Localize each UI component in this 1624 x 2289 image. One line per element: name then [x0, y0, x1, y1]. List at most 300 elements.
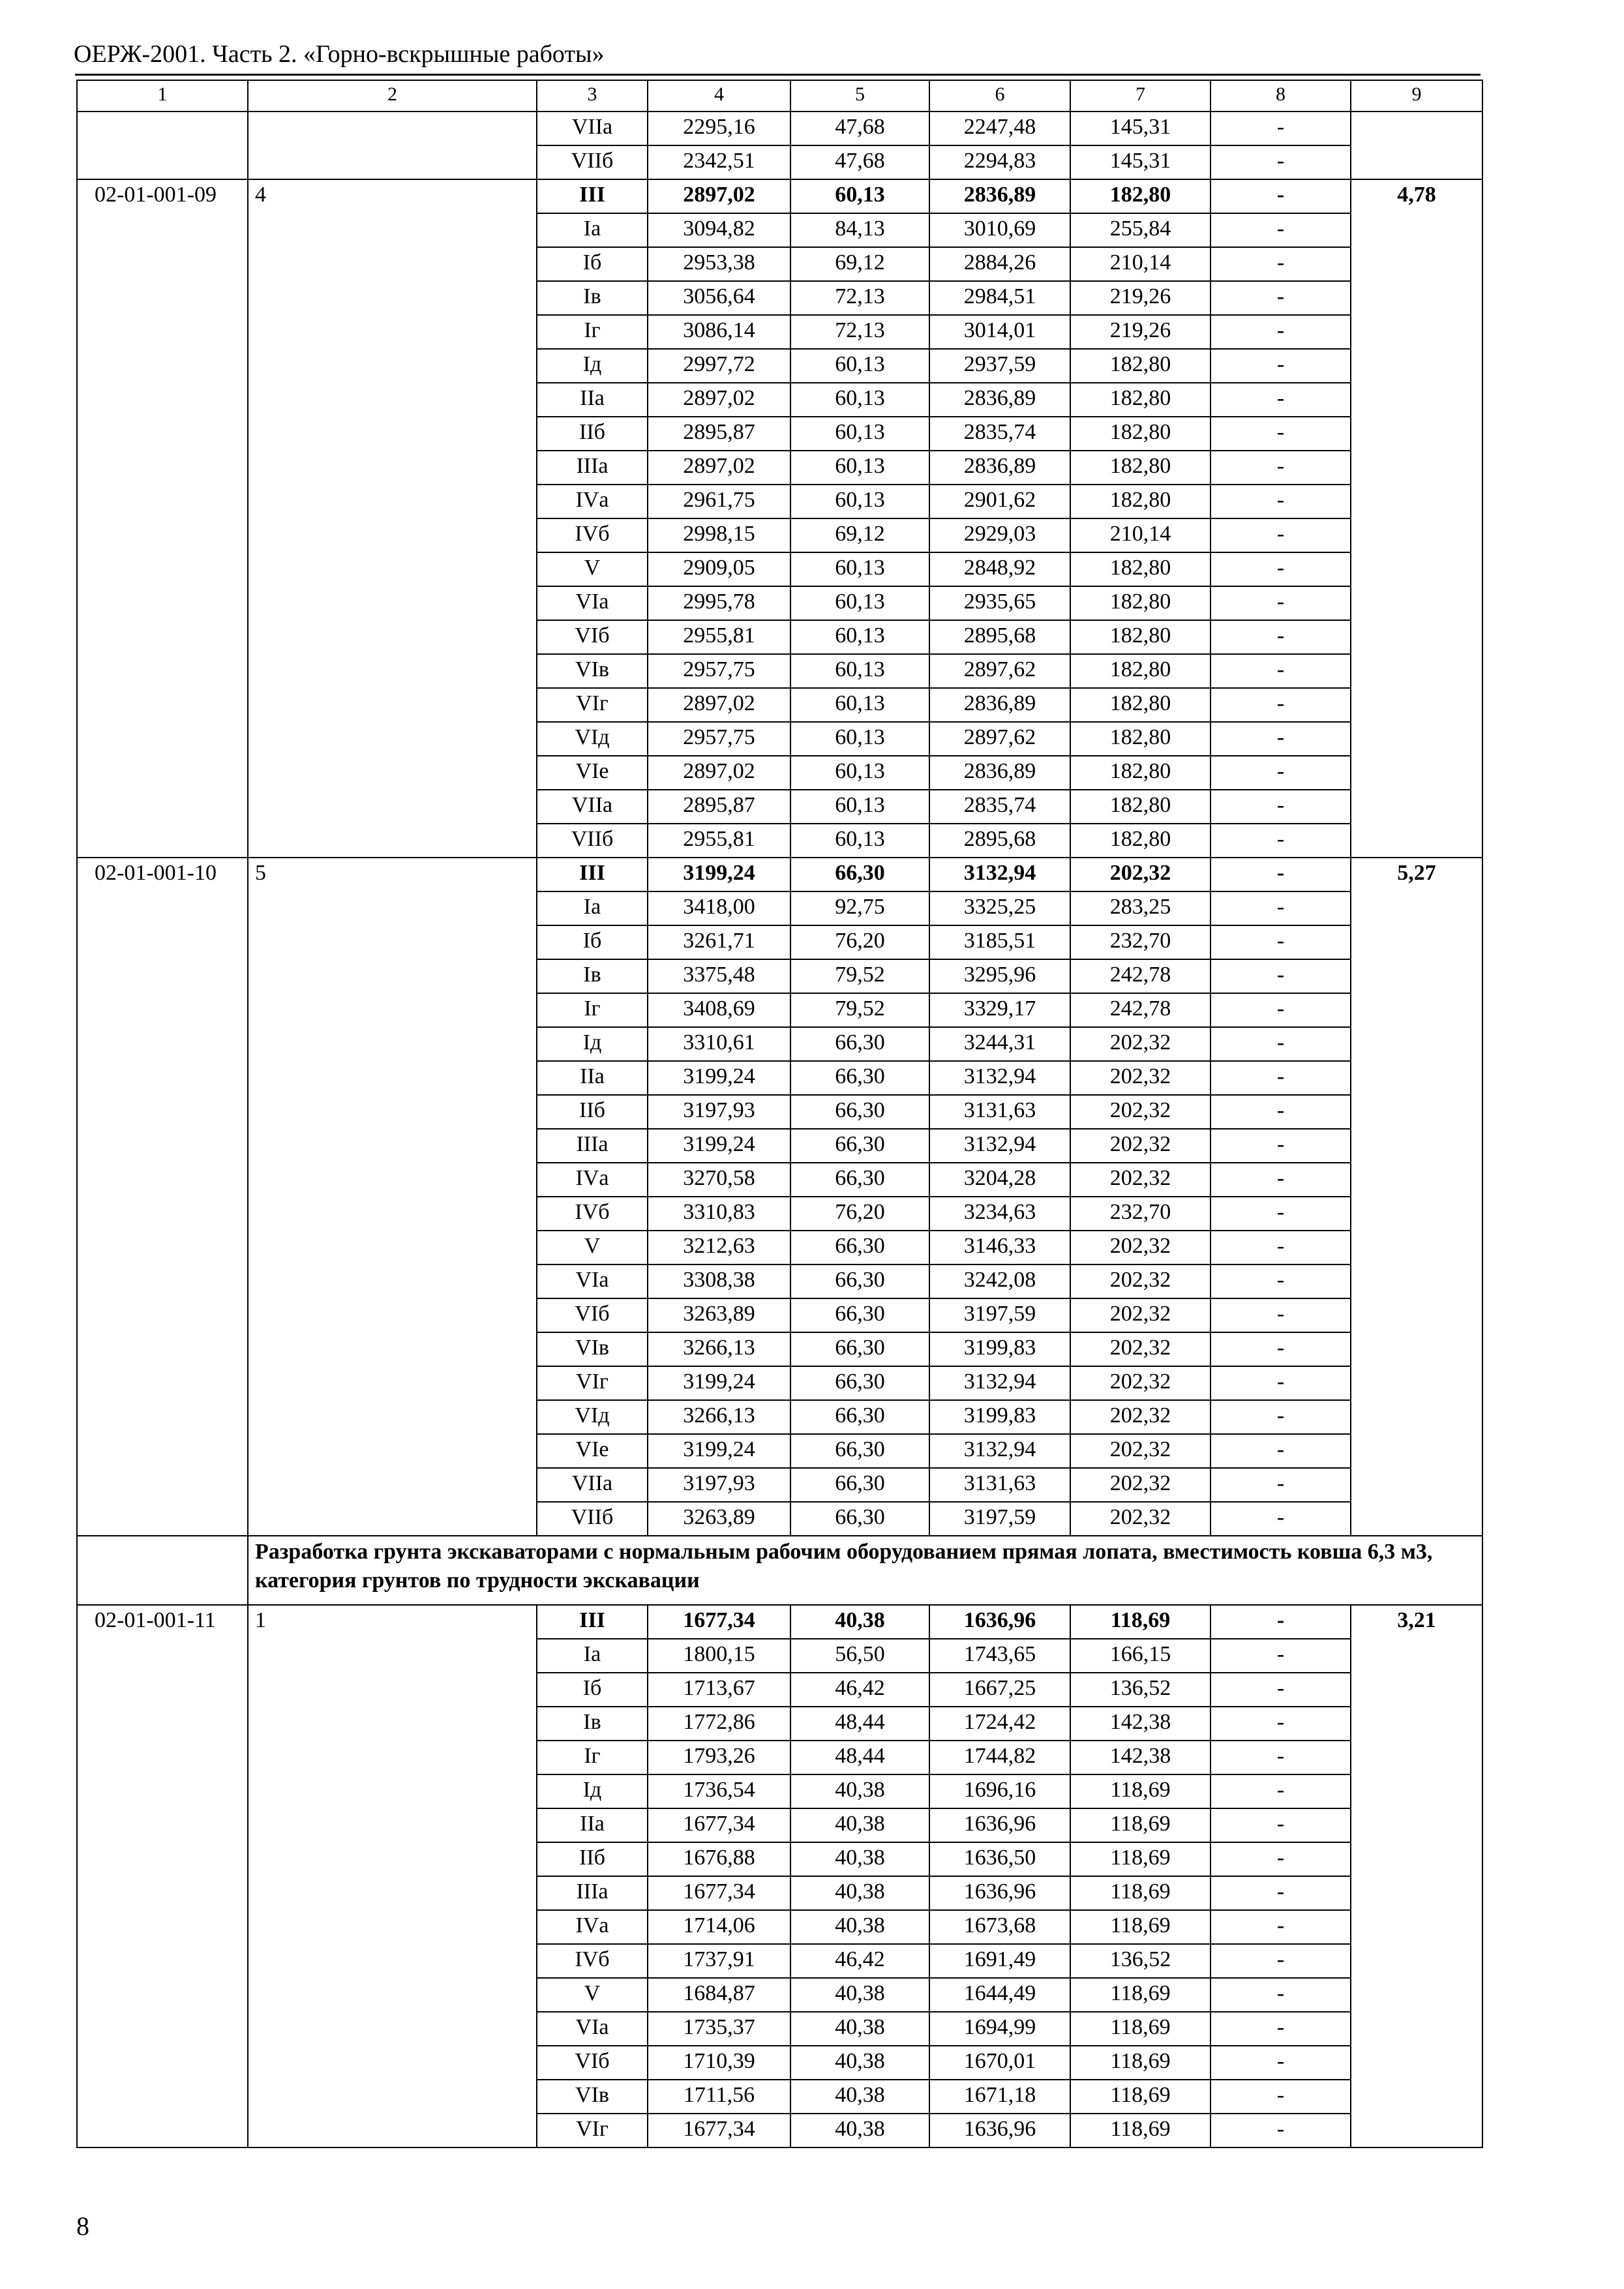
labor-cost: 60,13	[790, 383, 929, 417]
total-cost: 3310,83	[648, 1197, 790, 1231]
total-cost: 2342,51	[648, 145, 790, 179]
column-number: 7	[1070, 80, 1210, 112]
labor-cost: 60,13	[790, 552, 929, 586]
materials-cost: -	[1210, 1231, 1351, 1264]
materials-cost: -	[1210, 1434, 1351, 1468]
labor-cost: 60,13	[790, 790, 929, 824]
materials-cost: -	[1210, 1129, 1351, 1163]
soil-category: III	[537, 179, 648, 213]
machine-cost: 1691,49	[929, 1944, 1070, 1978]
machinist-wage: 232,70	[1070, 1197, 1210, 1231]
column-number: 4	[648, 80, 790, 112]
table-body	[77, 80, 1482, 2147]
soil-category: IIб	[537, 1095, 648, 1129]
soil-category: Iв	[537, 959, 648, 993]
soil-category: IVб	[537, 1944, 648, 1978]
column-number: 5	[790, 80, 929, 112]
soil-category: VIв	[537, 2080, 648, 2114]
total-cost: 3263,89	[648, 1298, 790, 1332]
machine-cost: 3244,31	[929, 1027, 1070, 1061]
soil-category: VIIб	[537, 1502, 648, 1536]
machinist-wage: 202,32	[1070, 1061, 1210, 1095]
soil-category: V	[537, 552, 648, 586]
machinist-wage: 182,80	[1070, 179, 1210, 213]
index-cell: 5,27	[1351, 858, 1482, 1536]
machine-cost: 2895,68	[929, 620, 1070, 654]
labor-cost: 60,13	[790, 451, 929, 485]
machine-cost: 2836,89	[929, 383, 1070, 417]
soil-category: IIб	[537, 1842, 648, 1876]
total-cost: 3266,13	[648, 1400, 790, 1434]
col2-cell	[248, 112, 537, 179]
machinist-wage: 182,80	[1070, 654, 1210, 688]
machine-cost: 2935,65	[929, 586, 1070, 620]
index-cell: 4,78	[1351, 179, 1482, 858]
machinist-wage: 202,32	[1070, 1332, 1210, 1366]
machinist-wage: 202,32	[1070, 858, 1210, 891]
total-cost: 1710,39	[648, 2046, 790, 2080]
total-cost: 2295,16	[648, 112, 790, 145]
total-cost: 2895,87	[648, 790, 790, 824]
labor-cost: 66,30	[790, 1095, 929, 1129]
materials-cost: -	[1210, 790, 1351, 824]
total-cost: 1684,87	[648, 1978, 790, 2012]
soil-category: IIIа	[537, 1129, 648, 1163]
machinist-wage: 255,84	[1070, 213, 1210, 247]
labor-cost: 66,30	[790, 1332, 929, 1366]
machinist-wage: 145,31	[1070, 145, 1210, 179]
materials-cost: -	[1210, 959, 1351, 993]
code-cell: 02-01-001-10	[77, 858, 248, 1536]
machine-cost: 3132,94	[929, 1061, 1070, 1095]
materials-cost: -	[1210, 620, 1351, 654]
labor-cost: 48,44	[790, 1741, 929, 1774]
soil-category: VIIа	[537, 1468, 648, 1502]
soil-category: VIе	[537, 756, 648, 790]
machine-cost: 3325,25	[929, 891, 1070, 925]
materials-cost: -	[1210, 1468, 1351, 1502]
machine-cost: 2836,89	[929, 756, 1070, 790]
machinist-wage: 166,15	[1070, 1639, 1210, 1673]
machine-cost: 1636,96	[929, 1605, 1070, 1639]
machine-cost: 1696,16	[929, 1774, 1070, 1808]
materials-cost: -	[1210, 552, 1351, 586]
labor-cost: 84,13	[790, 213, 929, 247]
machine-cost: 3132,94	[929, 858, 1070, 891]
total-cost: 3263,89	[648, 1502, 790, 1536]
machinist-wage: 118,69	[1070, 2046, 1210, 2080]
section-heading-row	[77, 1536, 1482, 1605]
soil-category: Iа	[537, 891, 648, 925]
labor-cost: 48,44	[790, 1707, 929, 1741]
materials-cost: -	[1210, 1808, 1351, 1842]
total-cost: 1711,56	[648, 2080, 790, 2114]
materials-cost: -	[1210, 2012, 1351, 2046]
machinist-wage: 202,32	[1070, 1027, 1210, 1061]
soil-category: IIа	[537, 1808, 648, 1842]
machinist-wage: 118,69	[1070, 1842, 1210, 1876]
soil-category: VIд	[537, 722, 648, 756]
machinist-wage: 118,69	[1070, 2012, 1210, 2046]
total-cost: 2897,02	[648, 451, 790, 485]
total-cost: 3270,58	[648, 1163, 790, 1197]
machine-cost: 3199,83	[929, 1332, 1070, 1366]
machine-cost: 3197,59	[929, 1298, 1070, 1332]
machinist-wage: 118,69	[1070, 2114, 1210, 2147]
machine-cost: 1743,65	[929, 1639, 1070, 1673]
total-cost: 3094,82	[648, 213, 790, 247]
soil-category: Iг	[537, 1741, 648, 1774]
machinist-wage: 202,32	[1070, 1434, 1210, 1468]
machine-cost: 2929,03	[929, 518, 1070, 552]
soil-category: Iг	[537, 993, 648, 1027]
table-row	[77, 179, 1482, 213]
labor-cost: 60,13	[790, 620, 929, 654]
machine-cost: 2937,59	[929, 349, 1070, 383]
total-cost: 3199,24	[648, 858, 790, 891]
labor-cost: 60,13	[790, 756, 929, 790]
machine-cost: 3204,28	[929, 1163, 1070, 1197]
total-cost: 2897,02	[648, 179, 790, 213]
machinist-wage: 242,78	[1070, 993, 1210, 1027]
materials-cost: -	[1210, 451, 1351, 485]
soil-category: VIб	[537, 2046, 648, 2080]
machinist-wage: 202,32	[1070, 1231, 1210, 1264]
total-cost: 2995,78	[648, 586, 790, 620]
soil-category: VIа	[537, 2012, 648, 2046]
machinist-wage: 210,14	[1070, 518, 1210, 552]
materials-cost: -	[1210, 688, 1351, 722]
soil-category: Iд	[537, 1027, 648, 1061]
machinist-wage: 182,80	[1070, 722, 1210, 756]
materials-cost: -	[1210, 112, 1351, 145]
machine-cost: 1673,68	[929, 1910, 1070, 1944]
total-cost: 1676,88	[648, 1842, 790, 1876]
labor-cost: 60,13	[790, 654, 929, 688]
machinist-wage: 202,32	[1070, 1502, 1210, 1536]
machinist-wage: 232,70	[1070, 925, 1210, 959]
labor-cost: 72,13	[790, 281, 929, 315]
labor-cost: 60,13	[790, 179, 929, 213]
total-cost: 3199,24	[648, 1061, 790, 1095]
machine-cost: 3199,83	[929, 1400, 1070, 1434]
soil-category: IVб	[537, 518, 648, 552]
soil-category: IIа	[537, 383, 648, 417]
total-cost: 2909,05	[648, 552, 790, 586]
machinist-wage: 118,69	[1070, 1774, 1210, 1808]
total-cost: 1677,34	[648, 1808, 790, 1842]
machine-cost: 1724,42	[929, 1707, 1070, 1741]
machine-cost: 3329,17	[929, 993, 1070, 1027]
labor-cost: 60,13	[790, 824, 929, 858]
soil-category: VIIб	[537, 145, 648, 179]
machinist-wage: 242,78	[1070, 959, 1210, 993]
materials-cost: -	[1210, 281, 1351, 315]
machinist-wage: 118,69	[1070, 1876, 1210, 1910]
machinist-wage: 219,26	[1070, 281, 1210, 315]
materials-cost: -	[1210, 1944, 1351, 1978]
machinist-wage: 182,80	[1070, 417, 1210, 451]
total-cost: 2997,72	[648, 349, 790, 383]
machine-cost: 2884,26	[929, 247, 1070, 281]
materials-cost: -	[1210, 1298, 1351, 1332]
column-number: 6	[929, 80, 1070, 112]
soil-category: VIг	[537, 2114, 648, 2147]
materials-cost: -	[1210, 1774, 1351, 1808]
machinist-wage: 118,69	[1070, 1910, 1210, 1944]
machine-cost: 3014,01	[929, 315, 1070, 349]
materials-cost: -	[1210, 485, 1351, 518]
soil-category: III	[537, 858, 648, 891]
total-cost: 3310,61	[648, 1027, 790, 1061]
machinist-wage: 202,32	[1070, 1095, 1210, 1129]
total-cost: 2961,75	[648, 485, 790, 518]
labor-cost: 40,38	[790, 2012, 929, 2046]
soil-category: Iб	[537, 247, 648, 281]
machine-cost: 2835,74	[929, 417, 1070, 451]
labor-cost: 46,42	[790, 1673, 929, 1707]
machinist-wage: 210,14	[1070, 247, 1210, 281]
machine-cost: 3242,08	[929, 1264, 1070, 1298]
machine-cost: 3185,51	[929, 925, 1070, 959]
soil-category: VIг	[537, 1366, 648, 1400]
labor-cost: 40,38	[790, 2114, 929, 2147]
machinist-wage: 182,80	[1070, 451, 1210, 485]
machine-cost: 3132,94	[929, 1366, 1070, 1400]
labor-cost: 40,38	[790, 1910, 929, 1944]
soil-category: Iа	[537, 1639, 648, 1673]
total-cost: 2955,81	[648, 824, 790, 858]
soil-category: Iб	[537, 1673, 648, 1707]
soil-category: V	[537, 1978, 648, 2012]
total-cost: 1772,86	[648, 1707, 790, 1741]
machine-cost: 3131,63	[929, 1095, 1070, 1129]
col2-cell: 4	[248, 179, 537, 858]
total-cost: 2953,38	[648, 247, 790, 281]
machine-cost: 1744,82	[929, 1741, 1070, 1774]
col2-cell: 1	[248, 1605, 537, 2147]
index-cell: 3,21	[1351, 1605, 1482, 2147]
labor-cost: 66,30	[790, 1366, 929, 1400]
materials-cost: -	[1210, 891, 1351, 925]
total-cost: 1737,91	[648, 1944, 790, 1978]
labor-cost: 76,20	[790, 1197, 929, 1231]
total-cost: 3408,69	[648, 993, 790, 1027]
total-cost: 2955,81	[648, 620, 790, 654]
materials-cost: -	[1210, 1366, 1351, 1400]
col2-cell: 5	[248, 858, 537, 1536]
soil-category: VIа	[537, 1264, 648, 1298]
materials-cost: -	[1210, 383, 1351, 417]
total-cost: 3266,13	[648, 1332, 790, 1366]
labor-cost: 40,38	[790, 1978, 929, 2012]
materials-cost: -	[1210, 2114, 1351, 2147]
machinist-wage: 202,32	[1070, 1264, 1210, 1298]
labor-cost: 60,13	[790, 417, 929, 451]
machine-cost: 2901,62	[929, 485, 1070, 518]
labor-cost: 60,13	[790, 688, 929, 722]
materials-cost: -	[1210, 315, 1351, 349]
machinist-wage: 202,32	[1070, 1468, 1210, 1502]
soil-category: Iд	[537, 349, 648, 383]
machine-cost: 3295,96	[929, 959, 1070, 993]
section-spacer	[77, 1536, 248, 1605]
machinist-wage: 202,32	[1070, 1298, 1210, 1332]
machine-cost: 2984,51	[929, 281, 1070, 315]
machinist-wage: 202,32	[1070, 1400, 1210, 1434]
labor-cost: 66,30	[790, 1231, 929, 1264]
total-cost: 3418,00	[648, 891, 790, 925]
machine-cost: 1636,96	[929, 1808, 1070, 1842]
total-cost: 1677,34	[648, 2114, 790, 2147]
total-cost: 2897,02	[648, 756, 790, 790]
materials-cost: -	[1210, 1876, 1351, 1910]
soil-category: VIа	[537, 586, 648, 620]
total-cost: 1793,26	[648, 1741, 790, 1774]
machine-cost: 2848,92	[929, 552, 1070, 586]
machine-cost: 1667,25	[929, 1673, 1070, 1707]
labor-cost: 40,38	[790, 2080, 929, 2114]
labor-cost: 66,30	[790, 1434, 929, 1468]
page-number: 8	[76, 2211, 89, 2241]
soil-category: Iв	[537, 281, 648, 315]
labor-cost: 40,38	[790, 1876, 929, 1910]
total-cost: 1713,67	[648, 1673, 790, 1707]
column-number: 9	[1351, 80, 1482, 112]
materials-cost: -	[1210, 1910, 1351, 1944]
labor-cost: 46,42	[790, 1944, 929, 1978]
machinist-wage: 118,69	[1070, 1605, 1210, 1639]
machinist-wage: 182,80	[1070, 383, 1210, 417]
labor-cost: 66,30	[790, 1298, 929, 1332]
materials-cost: -	[1210, 1061, 1351, 1095]
table-row	[77, 112, 1482, 145]
materials-cost: -	[1210, 858, 1351, 891]
labor-cost: 79,52	[790, 959, 929, 993]
total-cost: 2957,75	[648, 722, 790, 756]
machine-cost: 2836,89	[929, 451, 1070, 485]
machinist-wage: 182,80	[1070, 485, 1210, 518]
total-cost: 1800,15	[648, 1639, 790, 1673]
labor-cost: 69,12	[790, 247, 929, 281]
materials-cost: -	[1210, 993, 1351, 1027]
machinist-wage: 182,80	[1070, 824, 1210, 858]
soil-category: III	[537, 1605, 648, 1639]
materials-cost: -	[1210, 756, 1351, 790]
machine-cost: 1694,99	[929, 2012, 1070, 2046]
machinist-wage: 145,31	[1070, 112, 1210, 145]
soil-category: IVа	[537, 1910, 648, 1944]
machine-cost: 1636,50	[929, 1842, 1070, 1876]
total-cost: 3197,93	[648, 1095, 790, 1129]
machinist-wage: 202,32	[1070, 1129, 1210, 1163]
machine-cost: 3146,33	[929, 1231, 1070, 1264]
labor-cost: 60,13	[790, 586, 929, 620]
labor-cost: 66,30	[790, 1400, 929, 1434]
materials-cost: -	[1210, 654, 1351, 688]
soil-category: Iд	[537, 1774, 648, 1808]
materials-cost: -	[1210, 213, 1351, 247]
soil-category: VIв	[537, 654, 648, 688]
labor-cost: 66,30	[790, 1264, 929, 1298]
total-cost: 2897,02	[648, 383, 790, 417]
materials-cost: -	[1210, 1027, 1351, 1061]
machinist-wage: 182,80	[1070, 620, 1210, 654]
materials-cost: -	[1210, 247, 1351, 281]
code-cell	[77, 112, 248, 179]
code-cell: 02-01-001-11	[77, 1605, 248, 2147]
materials-cost: -	[1210, 1842, 1351, 1876]
machine-cost: 2897,62	[929, 722, 1070, 756]
machinist-wage: 118,69	[1070, 1978, 1210, 2012]
soil-category: VIIа	[537, 112, 648, 145]
machine-cost: 1670,01	[929, 2046, 1070, 2080]
machine-cost: 3010,69	[929, 213, 1070, 247]
soil-category: IVа	[537, 485, 648, 518]
table-row	[77, 858, 1482, 891]
soil-category: IIа	[537, 1061, 648, 1095]
materials-cost: -	[1210, 179, 1351, 213]
materials-cost: -	[1210, 518, 1351, 552]
materials-cost: -	[1210, 586, 1351, 620]
labor-cost: 47,68	[790, 145, 929, 179]
total-cost: 3086,14	[648, 315, 790, 349]
index-cell	[1351, 112, 1482, 179]
total-cost: 3199,24	[648, 1434, 790, 1468]
column-number: 3	[537, 80, 648, 112]
total-cost: 1735,37	[648, 2012, 790, 2046]
labor-cost: 66,30	[790, 1027, 929, 1061]
labor-cost: 60,13	[790, 349, 929, 383]
machinist-wage: 182,80	[1070, 756, 1210, 790]
materials-cost: -	[1210, 1264, 1351, 1298]
labor-cost: 92,75	[790, 891, 929, 925]
materials-cost: -	[1210, 1639, 1351, 1673]
materials-cost: -	[1210, 1707, 1351, 1741]
labor-cost: 40,38	[790, 1842, 929, 1876]
labor-cost: 40,38	[790, 1605, 929, 1639]
materials-cost: -	[1210, 925, 1351, 959]
labor-cost: 72,13	[790, 315, 929, 349]
total-cost: 2957,75	[648, 654, 790, 688]
machinist-wage: 136,52	[1070, 1944, 1210, 1978]
soil-category: IIIа	[537, 1876, 648, 1910]
header-divider	[75, 74, 1481, 76]
labor-cost: 66,30	[790, 1163, 929, 1197]
soil-category: VIд	[537, 1400, 648, 1434]
machinist-wage: 136,52	[1070, 1673, 1210, 1707]
materials-cost: -	[1210, 1197, 1351, 1231]
materials-cost: -	[1210, 1400, 1351, 1434]
machinist-wage: 182,80	[1070, 790, 1210, 824]
machinist-wage: 118,69	[1070, 1808, 1210, 1842]
materials-cost: -	[1210, 349, 1351, 383]
soil-category: IIIа	[537, 451, 648, 485]
machine-cost: 1671,18	[929, 2080, 1070, 2114]
materials-cost: -	[1210, 722, 1351, 756]
materials-cost: -	[1210, 1978, 1351, 2012]
machinist-wage: 118,69	[1070, 2080, 1210, 2114]
total-cost: 1677,34	[648, 1605, 790, 1639]
machinist-wage: 202,32	[1070, 1366, 1210, 1400]
total-cost: 1677,34	[648, 1876, 790, 1910]
soil-category: VIе	[537, 1434, 648, 1468]
soil-category: Iг	[537, 315, 648, 349]
column-number: 1	[77, 80, 248, 112]
machinist-wage: 182,80	[1070, 349, 1210, 383]
total-cost: 2998,15	[648, 518, 790, 552]
soil-category: Iа	[537, 213, 648, 247]
